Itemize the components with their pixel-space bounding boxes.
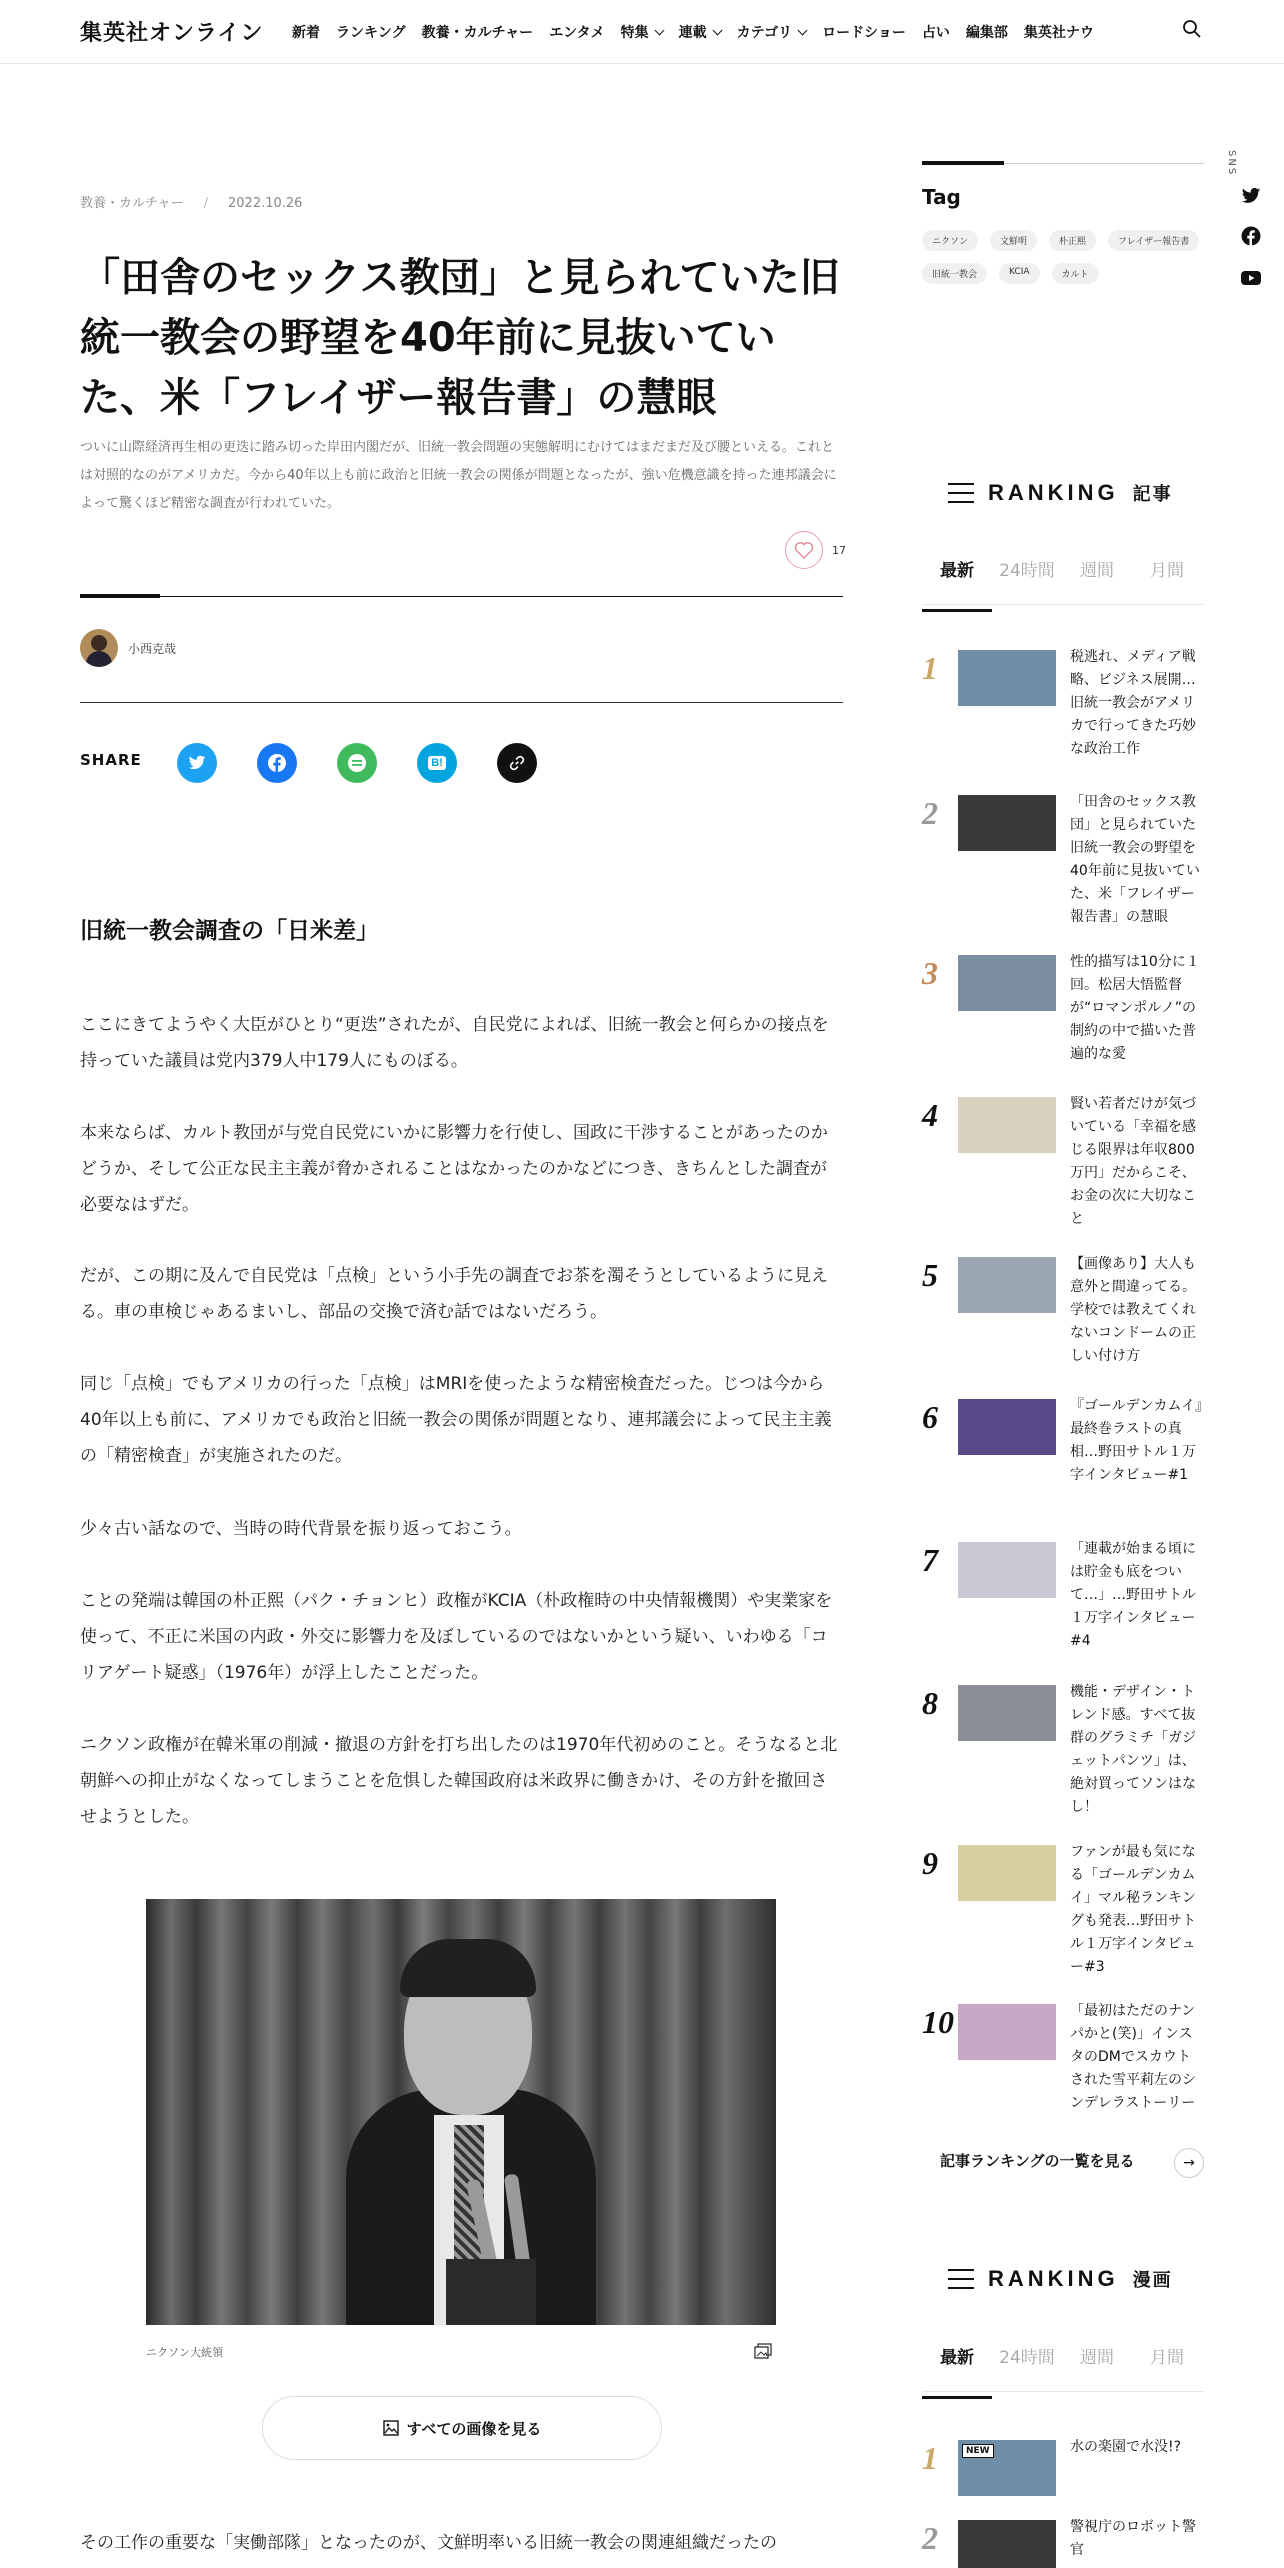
photo-caption: ニクソン大統領 (146, 2346, 223, 2359)
new-badge: NEW (962, 2444, 994, 2458)
share-hatena-button[interactable] (417, 743, 457, 783)
nav-item-roadshow[interactable] (822, 22, 906, 42)
divider (922, 163, 1204, 164)
ranking-thumbnail (958, 1685, 1056, 1741)
rank-number: 10 (922, 2004, 954, 2040)
twitter-icon[interactable] (1241, 186, 1261, 206)
ranking-item[interactable] (922, 1399, 1204, 1509)
ranking-headline: 税逃れ、メディア戦略、ビジネス展開…旧統一教会がアメリカで行ってきた巧妙な政治工作 (1070, 649, 1196, 757)
ranking-thumbnail (958, 2440, 1056, 2496)
ranking-thumbnail (958, 2520, 1056, 2568)
view-all-images-button[interactable] (262, 2396, 662, 2460)
ranking-headline: 賢い若者だけが気づいている「幸福を感じる限界は年収800万円」だからこそ、お金の次に大切なこと (1070, 1096, 1196, 1227)
ranking-item[interactable] (922, 1257, 1204, 1367)
ranking-suffix: 記事 (1132, 484, 1173, 505)
tag-heading: Tag (922, 185, 961, 209)
ranking-thumbnail (958, 955, 1056, 1011)
tag-chip[interactable]: カルト (1052, 263, 1099, 284)
tab-monthly[interactable]: 月間 (1150, 561, 1184, 581)
sns-label: SNS (1226, 150, 1237, 177)
ranking-headline: 「最初はただのナンパかと(笑)」インスタのDMでスカウトされた雪平莉左のシンデレラストーリー (1070, 2003, 1196, 2111)
facebook-icon[interactable] (1241, 226, 1261, 246)
rank-number: 3 (922, 955, 938, 991)
link-icon (508, 754, 526, 772)
nav-item-serial[interactable] (679, 22, 721, 42)
line-icon (347, 753, 367, 773)
tag-chip[interactable]: ニクソン (922, 230, 978, 251)
image-icon (383, 2420, 399, 2436)
body-paragraph: その工作の重要な「実働部隊」となったのが、文鮮明率いる旧統一教会の関連組織だったの (80, 2533, 777, 2553)
ranking-headline: ファンが最も気になる「ゴールデンカムイ」マル秘ランキングも発表…野田サトル１万字インタビュー#3 (1070, 1844, 1196, 1975)
heart-icon (794, 541, 814, 559)
rank-number: 1 (922, 2440, 938, 2476)
nav-item-culture[interactable] (422, 22, 534, 42)
ranking-thumbnail (958, 1097, 1056, 1153)
nav-label: 編集部 (965, 25, 1008, 41)
nav-label: エンタメ (549, 25, 605, 41)
nav-label: 集英社ナウ (1023, 25, 1094, 41)
share-label: SHARE (80, 751, 142, 769)
tag-chip[interactable]: KCIA (999, 263, 1040, 284)
ranking-thumbnail (958, 2004, 1056, 2060)
chevron-down-icon (654, 25, 664, 35)
rank-number: 5 (922, 1257, 938, 1293)
tag-chip[interactable]: 朴正熙 (1049, 230, 1096, 251)
author-name: 小西克哉 (128, 641, 177, 656)
ranking-headline: 機能・デザイン・トレンド感。すべて抜群のグラミチ「ガジェットパンツ」は、絶対買ってソンはなし！ (1070, 1684, 1196, 1815)
body-paragraph: 同じ「点検」でもアメリカの行った「点検」はMRIを使ったような精密検査だった。じつは今から40年以上も前に、アメリカでも政治と旧統一教会の関係が問題となり、連邦議会によって民主主義の「精密検査」が実施されたのだ。 (80, 1374, 832, 1466)
menu-icon (948, 483, 974, 503)
nav-label: 占い (921, 25, 950, 41)
ranking-headline: 水の楽園で水没!? (1070, 2439, 1182, 2455)
body-paragraph: だが、この期に及んで自民党は「点検」という小手先の調査でお茶を濁そうとしているように見える。車の車検じゃあるまいし、部品の交換で済む話ではないだろう。 (80, 1266, 828, 1322)
article-lede: ついに山際経済再生相の更迭に踏み切った岸田内閣だが、旧統一教会問題の実態解明にむけてはまだまだ及び腰といえる。これとは対照的なのがアメリカだ。今から40年以上も前に政治と旧統一教会の関係が問題となったが、強い危機意識を持った連邦議会によって驚くほど精密な調査が行われていた。 (80, 440, 837, 511)
tab-weekly[interactable]: 週間 (1080, 561, 1114, 581)
nav-item-fortune[interactable] (922, 22, 950, 42)
rank-number: 2 (922, 795, 938, 831)
tab-24h[interactable]: 24時間 (999, 2348, 1055, 2368)
nav-item-editorial[interactable] (966, 22, 1008, 42)
tag-chip[interactable]: 文鮮明 (990, 230, 1037, 251)
nav-label: 新着 (292, 25, 320, 41)
ranking-thumbnail (958, 1542, 1056, 1598)
body-paragraph: ことの発端は韓国の朴正熙（パク・チョンヒ）政権がKCIA（朴政権時の中央情報機関）や実業家を使って、不正に米国の内政・外交に影響力を及ぼしているのではないかという疑い、いわゆる「コリアゲート疑惑」（1976年）が浮上したことだった。 (80, 1591, 833, 1683)
ranking-headline: 警視庁のロボット警官 (1070, 2519, 1196, 2558)
ranking-thumbnail (958, 1399, 1056, 1455)
ranking-suffix: 漫画 (1132, 2270, 1173, 2291)
like-button[interactable] (785, 531, 823, 569)
ranking-item[interactable] (922, 2520, 1204, 2568)
tab-weekly[interactable]: 週間 (1080, 2348, 1114, 2368)
nav-item-feature[interactable] (621, 22, 663, 42)
article-photo[interactable] (146, 1899, 776, 2325)
search-icon[interactable] (1182, 19, 1202, 39)
nav-item-entame[interactable] (549, 22, 604, 42)
ranking-thumbnail (958, 650, 1056, 706)
tag-chip[interactable]: フレイザー報告書 (1108, 230, 1199, 251)
tab-latest[interactable]: 最新 (922, 2343, 992, 2399)
copy-link-button[interactable] (497, 743, 537, 783)
rank-number: 4 (922, 1097, 938, 1133)
ranking-thumbnail (958, 795, 1056, 851)
rank-number: 1 (922, 650, 938, 686)
rank-number: 8 (922, 1685, 938, 1721)
tab-24h[interactable]: 24時間 (999, 561, 1055, 581)
nav-label: カテゴリ (736, 25, 793, 41)
ranking-item[interactable] (922, 1542, 1204, 1652)
tag-chip[interactable]: 旧統一教会 (922, 263, 987, 284)
divider (80, 702, 843, 703)
share-facebook-button[interactable] (257, 743, 297, 783)
ranking-item[interactable] (922, 955, 1204, 1065)
ranking-headline: 性的描写は10分に１回。松居大悟監督が“ロマンポルノ”の制約の中で描いた普遍的な愛 (1070, 954, 1200, 1062)
share-twitter-button[interactable] (177, 743, 217, 783)
main-nav (292, 22, 1110, 42)
tab-latest[interactable]: 最新 (922, 556, 992, 612)
youtube-icon[interactable] (1241, 268, 1261, 288)
tab-monthly[interactable]: 月間 (1150, 2348, 1184, 2368)
divider (80, 596, 843, 597)
divider (922, 2391, 1204, 2392)
body-paragraph: ニクソン政権が在韓米軍の削減・撤退の方針を打ち出したのは1970年代初めのこと。そうなると北朝鮮への抑止がなくなってしまうことを危惧した韓国政府は米政界に働きかけ、その方針を撤回させようとした。 (80, 1735, 838, 1827)
site-header (0, 0, 1284, 64)
ranking-title: RANKING (988, 2266, 1119, 2291)
nav-item-category[interactable] (737, 22, 806, 42)
nav-label: 特集 (620, 25, 649, 41)
chevron-down-icon (798, 25, 808, 35)
facebook-icon (267, 753, 287, 773)
ranking-item[interactable] (922, 650, 1204, 760)
rank-number: 9 (922, 1845, 938, 1881)
ranking-more-link[interactable]: 記事ランキングの一覧を見る (940, 2152, 1135, 2170)
nav-label: 連載 (678, 25, 707, 41)
nav-item-now[interactable] (1024, 22, 1094, 42)
ranking-manga-heading (948, 2266, 1173, 2292)
article-meta (80, 192, 302, 211)
article-title: 「田舎のセックス教団」と見られていた旧統一教会の野望を40年前に見抜いていた、米「フレイザー報告書」の慧眼 (80, 255, 840, 421)
menu-icon (948, 2269, 974, 2289)
body-paragraph: 本来ならば、カルト教団が与党自民党にいかに影響力を行使し、国政に干渉することがあったのかどうか、そして公正な民主主義が脅かされることはなかったのかなどにつき、きちんとした調査が必要なはずだ。 (80, 1123, 828, 1215)
body-paragraph: 少々古い話なので、当時の時代背景を振り返っておこう。 (80, 1519, 522, 1539)
ranking-item[interactable] (922, 2004, 1204, 2114)
ranking-headline: 「連載が始まる頃には貯金も底をついて…」…野田サトル１万字インタビュー#4 (1070, 1541, 1196, 1649)
ranking-thumbnail (958, 1257, 1056, 1313)
section-heading: 旧統一教会調査の「日米差」 (80, 918, 379, 944)
share-line-button[interactable] (337, 743, 377, 783)
nav-item-new[interactable] (292, 22, 320, 42)
ranking-item[interactable] (922, 1096, 1204, 1227)
ranking-title: RANKING (988, 480, 1119, 505)
ranking-headline: 【画像あり】大人も意外と間違ってる。学校では教えてくれないコンドームの正しい付け方 (1070, 1256, 1196, 1364)
avatar (80, 629, 118, 667)
gallery-icon[interactable] (754, 2343, 772, 2359)
nav-label: 教養・カルチャー (421, 25, 534, 41)
arrow-right-icon[interactable]: → (1174, 2148, 1204, 2178)
rank-number: 6 (922, 1399, 938, 1435)
site-logo[interactable]: 集英社オンライン (80, 21, 264, 46)
nav-label: ロードショー (822, 25, 906, 41)
twitter-icon (188, 755, 206, 771)
divider (922, 604, 1204, 605)
ranking-item[interactable] (922, 1684, 1204, 1815)
publish-date: 2022.10.26 (228, 196, 303, 211)
nav-item-ranking[interactable] (336, 22, 406, 42)
ranking-thumbnail (958, 1845, 1056, 1901)
ranking-headline: 「田舎のセックス教団」と見られていた旧統一教会の野望を40年前に見抜いていた、米「フレイザー報告書」の慧眼 (1070, 794, 1200, 925)
photo-podium (446, 2259, 536, 2325)
category-link[interactable]: 教養・カルチャー (80, 196, 184, 211)
rank-number: 2 (922, 2520, 938, 2556)
like-count: 17 (832, 544, 846, 557)
tag-list (922, 230, 1204, 284)
photo-figure-hair (400, 1939, 536, 1997)
ranking-item[interactable] (922, 794, 1204, 925)
body-paragraph: ここにきてようやく大臣がひとり“更迭”されたが、自民党によれば、旧統一教会と何らかの接点を持っていた議員は党内379人中179人にものぼる。 (80, 1015, 829, 1071)
rank-number: 7 (922, 1542, 938, 1578)
nav-label: ランキング (336, 25, 406, 41)
ranking-headline: 『ゴールデンカムイ』最終巻ラストの真相…野田サトル１万字インタビュー#1 (1070, 1398, 1203, 1483)
ranking-articles-heading (948, 480, 1173, 506)
author-block[interactable] (80, 629, 176, 667)
view-all-images-label: すべての画像を見る (406, 2419, 542, 2438)
hatena-bookmark-icon: B! (428, 756, 446, 770)
ranking-item[interactable] (922, 1844, 1204, 1975)
chevron-down-icon (712, 25, 722, 35)
meta-separator: / (203, 196, 209, 211)
